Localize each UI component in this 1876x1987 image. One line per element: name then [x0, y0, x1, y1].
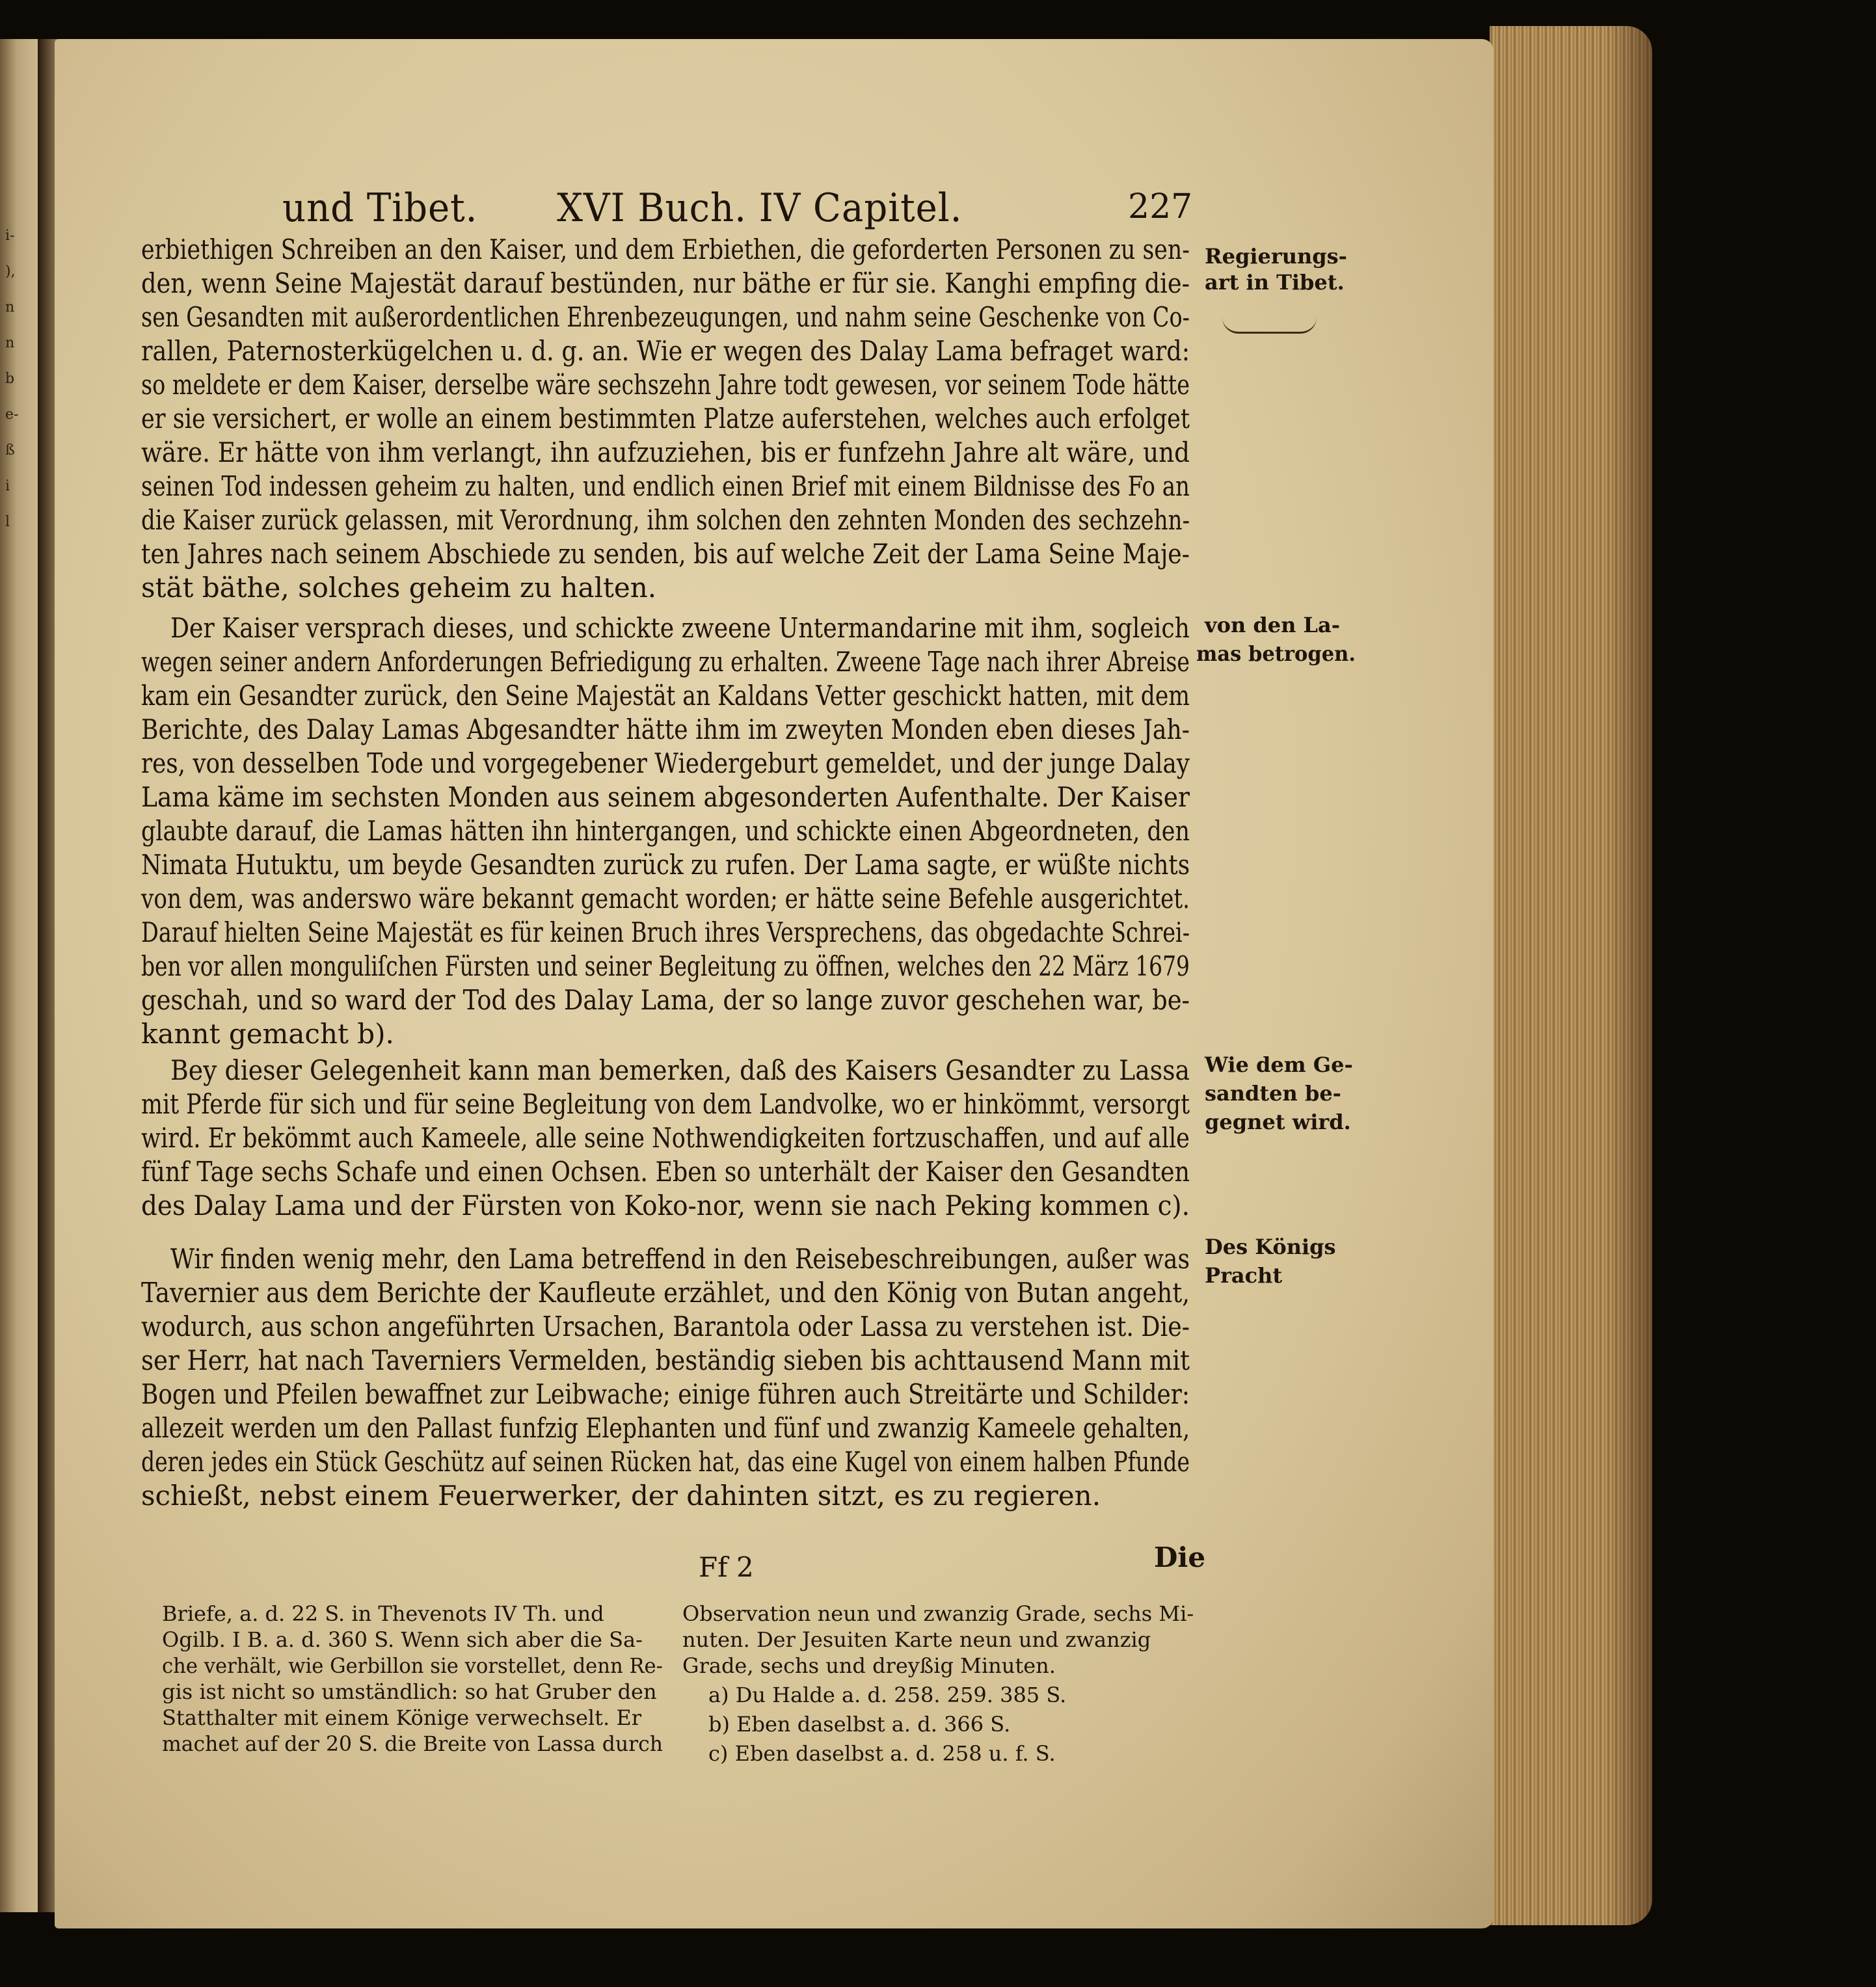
- body-line: Der Kaiser versprach dieses, und schickte zweene Untermandarine mit ihm, sogleich: [170, 612, 1190, 644]
- left-fragment: ß: [5, 442, 15, 459]
- body-line: des Dalay Lama und der Fürsten von Koko-nor, wenn sie nach Peking kommen c).: [141, 1190, 1190, 1221]
- body-line: Bogen und Pfeilen bewaffnet zur Leibwache; einige führen auch Streitärte und Schilder:: [141, 1378, 1190, 1410]
- body-line: wäre. Er hätte von ihm verlangt, ihn aufzuziehen, bis er funfzehn Jahre alt wäre, und: [141, 436, 1190, 468]
- signature-mark: Ff 2: [699, 1551, 754, 1583]
- footnote-line: machet auf der 20 S. die Breite von Lassa durch: [162, 1731, 663, 1756]
- margin-note: mas betrogen.: [1196, 641, 1356, 666]
- body-line: geschah, und so ward der Tod des Dalay Lama, der so lange zuvor geschehen war, be-: [141, 984, 1190, 1016]
- catchword: Die: [1154, 1541, 1206, 1573]
- left-fragment: b: [5, 371, 15, 387]
- footnote-line: a) Du Halde a. d. 258. 259. 385 S.: [708, 1683, 1067, 1707]
- footnote-line: che verhält, wie Gerbillon sie vorstellet, denn Re-: [162, 1653, 663, 1678]
- body-line: wegen seiner andern Anforderungen Befriedigung zu erhalten. Zweene Tage nach ihrer Abreise: [141, 646, 1190, 678]
- body-line: rallen, Paternosterkügelchen u. d. g. an. Wie er wegen des Dalay Lama befraget ward:: [141, 335, 1190, 367]
- body-line: Wir finden wenig mehr, den Lama betreffend in den Reisebeschreibungen, außer was: [170, 1243, 1190, 1275]
- left-fragment: n: [5, 335, 15, 351]
- body-line: so meldete er dem Kaiser, derselbe wäre sechszehn Jahre todt gewesen, vor seinem Tode hätte: [141, 369, 1190, 401]
- body-line: erbiethigen Schreiben an den Kaiser, und dem Erbiethen, die geforderten Personen zu sen-: [141, 233, 1190, 265]
- body-line: ten Jahres nach seinem Abschiede zu senden, bis auf welche Zeit der Lama Seine Maje-: [141, 538, 1190, 570]
- body-line: er sie versichert, er wolle an einem bestimmten Platze auferstehen, welches auch erfolget: [141, 403, 1190, 434]
- footnote-line: nuten. Der Jesuiten Karte neun und zwanzig: [682, 1627, 1151, 1652]
- body-line: von dem, was anderswo wäre bekannt gemacht worden; er hätte seine Befehle ausgerichtet.: [141, 883, 1190, 914]
- footnote-line: Observation neun und zwanzig Grade, sechs Mi-: [682, 1601, 1194, 1626]
- body-line: seinen Tod indessen geheim zu halten, und endlich einen Brief mit einem Bildnisse des Fo an: [141, 470, 1190, 502]
- margin-note: Wie dem Ge-: [1205, 1052, 1353, 1077]
- body-line: deren jedes ein Stück Geschütz auf seinen Rücken hat, das eine Kugel von einem halben Pfunde: [141, 1446, 1190, 1478]
- margin-bracket-ornament: [1222, 317, 1317, 334]
- body-line: wodurch, aus schon angeführten Ursachen, Barantola oder Lassa zu verstehen ist. Die-: [141, 1311, 1190, 1342]
- body-line: Bey dieser Gelegenheit kann man bemerken, daß des Kaisers Gesandter zu Lassa: [170, 1054, 1190, 1086]
- body-line: ben vor allen monguliſchen Fürsten und seiner Begleitung zu öffnen, welches den 22 März 1679: [141, 950, 1190, 982]
- margin-note: gegnet wird.: [1205, 1110, 1351, 1134]
- body-line: fünf Tage sechs Schafe und einen Ochsen. Eben so unterhält der Kaiser den Gesandten: [141, 1156, 1190, 1188]
- left-fragment: i: [5, 478, 10, 494]
- page-edge-stack: [1490, 26, 1652, 1925]
- body-line: kam ein Gesandter zurück, den Seine Majestät an Kaldans Vetter geschickt hatten, mit dem: [141, 680, 1190, 712]
- margin-note: von den La-: [1205, 613, 1340, 637]
- body-line: Darauf hielten Seine Majestät es für keinen Bruch ihres Versprechens, das obgedachte Schrei-: [141, 916, 1190, 948]
- body-line: mit Pferde für sich und für seine Begleitung von dem Landvolke, wo er hinkömmt, versorgt: [141, 1088, 1190, 1120]
- body-line: Tavernier aus dem Berichte der Kaufleute erzählet, und den König von Butan angeht,: [141, 1277, 1190, 1309]
- body-line: glaubte darauf, die Lamas hätten ihn hintergangen, und schickte einen Abgeordneten, den: [141, 815, 1190, 847]
- body-line: Nimata Hutuktu, um beyde Gesandten zurück zu rufen. Der Lama sagte, er wüßte nichts: [141, 849, 1190, 881]
- body-line: Lama käme im sechsten Monden aus seinem abgesonderten Aufenthalte. Der Kaiser: [141, 781, 1190, 813]
- body-line: sen Gesandten mit außerordentlichen Ehrenbezeugungen, und nahm seine Geschenke von Co-: [141, 301, 1190, 333]
- body-line: kannt gemacht b).: [141, 1018, 394, 1050]
- margin-note: sandten be-: [1205, 1081, 1341, 1106]
- body-line: den, wenn Seine Majestät darauf bestünden, nur bäthe er für sie. Kanghi empfing die-: [141, 267, 1190, 299]
- footnote-line: gis ist nicht so umständlich: so hat Gruber den: [162, 1679, 657, 1704]
- left-fragment: i-: [5, 228, 15, 244]
- body-line: Berichte, des Dalay Lamas Abgesandter hätte ihm im zweyten Monden eben dieses Jah-: [141, 713, 1190, 745]
- margin-note: art in Tibet.: [1205, 270, 1345, 295]
- left-fragment: e-: [5, 407, 19, 423]
- running-head-left: und Tibet.: [282, 185, 478, 231]
- footnote-line: Grade, sechs und dreyßig Minuten.: [682, 1653, 1056, 1678]
- left-fragment: l: [5, 514, 10, 530]
- body-line: die Kaiser zurück gelassen, mit Verordnung, ihm solchen den zehnten Monden des sechzehn-: [141, 504, 1190, 536]
- left-fragment: ),: [5, 263, 16, 280]
- left-fragment: n: [5, 299, 15, 315]
- page-number: 227: [1128, 187, 1193, 226]
- margin-note: Pracht: [1205, 1263, 1283, 1288]
- footnote-line: Ogilb. I B. a. d. 360 S. Wenn sich aber die Sa-: [162, 1627, 643, 1652]
- footnote-line: Statthalter mit einem Könige verwechselt. Er: [162, 1705, 641, 1730]
- footnote-line: b) Eben daselbst a. d. 366 S.: [708, 1712, 1011, 1737]
- book-page: [55, 39, 1494, 1928]
- previous-page-edge: [0, 39, 40, 1912]
- footnote-line: c) Eben daselbst a. d. 258 u. f. S.: [708, 1741, 1056, 1766]
- body-line: schießt, nebst einem Feuerwerker, der dahinten sitzt, es zu regieren.: [141, 1480, 1101, 1512]
- body-line: stät bäthe, solches geheim zu halten.: [141, 572, 657, 604]
- body-line: allezeit werden um den Pallast funfzig Elephanten und fünf und zwanzig Kameele gehalten,: [141, 1412, 1190, 1444]
- body-line: ser Herr, hat nach Taverniers Vermelden, beständig sieben bis achttausend Mann mit: [141, 1344, 1190, 1376]
- margin-note: Regierungs-: [1205, 244, 1347, 269]
- body-line: res, von desselben Tode und vorgegebener Wiedergeburt gemeldet, und der junge Dalay: [141, 747, 1190, 779]
- body-line: wird. Er bekömmt auch Kameele, alle seine Nothwendigkeiten fortzuschaffen, und auf alle: [141, 1122, 1190, 1154]
- running-head-center: XVI Buch. IV Capitel.: [557, 185, 963, 231]
- margin-note: Des Königs: [1205, 1234, 1336, 1259]
- running-head: [282, 185, 1108, 231]
- footnote-line: Briefe, a. d. 22 S. in Thevenots IV Th. und: [162, 1601, 604, 1626]
